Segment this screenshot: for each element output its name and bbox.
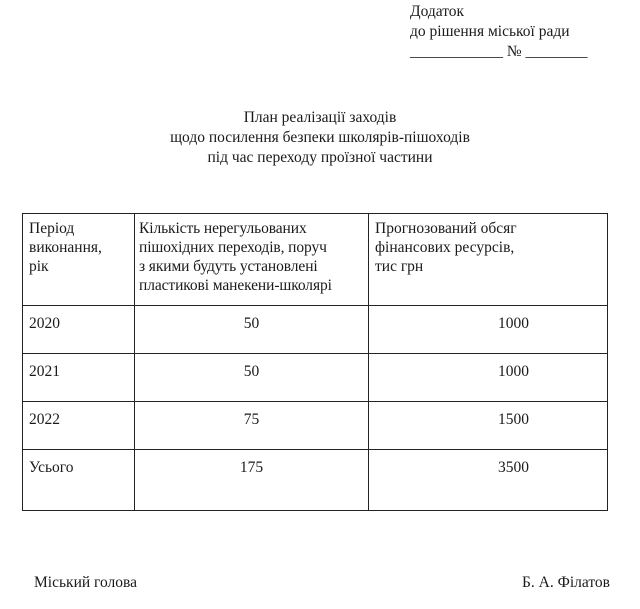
signatory-position: Міський голова	[34, 574, 138, 591]
header-line: з якими будуть установлені	[139, 258, 318, 275]
title-line-1: План реалізації заходів	[243, 109, 397, 126]
cell-crossings: 175	[135, 450, 369, 511]
header-line: фінансових ресурсів,	[375, 239, 515, 256]
cell-crossings: 50	[135, 306, 369, 354]
cell-crossings: 50	[135, 354, 369, 402]
table-row-total	[23, 450, 608, 511]
header-line: Кількість нерегульованих	[139, 220, 307, 237]
title-line-2: щодо посилення безпеки школярів-пішоходів	[170, 129, 470, 146]
header-line: Прогнозований обсяг	[375, 220, 517, 237]
plan-table	[22, 213, 608, 511]
table-row	[23, 402, 608, 450]
cell-period: 2020	[23, 306, 135, 354]
cell-funds: 1500	[369, 402, 608, 450]
cell-crossings: 75	[135, 402, 369, 450]
header-line: пластикові манекени-школярі	[139, 277, 332, 294]
header-crossings	[135, 214, 369, 306]
cell-period: 2022	[23, 402, 135, 450]
header-period	[23, 214, 135, 306]
appendix-block	[410, 2, 588, 62]
appendix-number-line: ____________ № ________	[410, 43, 588, 60]
header-line: рік	[29, 258, 49, 275]
table-header-row	[23, 214, 608, 306]
document-title	[0, 108, 640, 168]
header-line: тис грн	[375, 258, 424, 275]
header-line: пішохідних переходів, поруч	[139, 239, 327, 256]
title-line-3: під час переходу проїзної частини	[207, 149, 433, 166]
cell-period: Усього	[23, 450, 135, 511]
header-funds	[369, 214, 608, 306]
cell-period: 2021	[23, 354, 135, 402]
header-line: виконання,	[29, 239, 102, 256]
signatory-name: Б. А. Філатов	[522, 574, 610, 591]
table-row	[23, 306, 608, 354]
cell-funds: 1000	[369, 354, 608, 402]
appendix-reference: до рішення міської ради	[410, 23, 570, 40]
cell-funds: 1000	[369, 306, 608, 354]
cell-funds: 3500	[369, 450, 608, 511]
table-row	[23, 354, 608, 402]
header-line: Період	[29, 220, 75, 237]
appendix-label: Додаток	[410, 3, 465, 20]
